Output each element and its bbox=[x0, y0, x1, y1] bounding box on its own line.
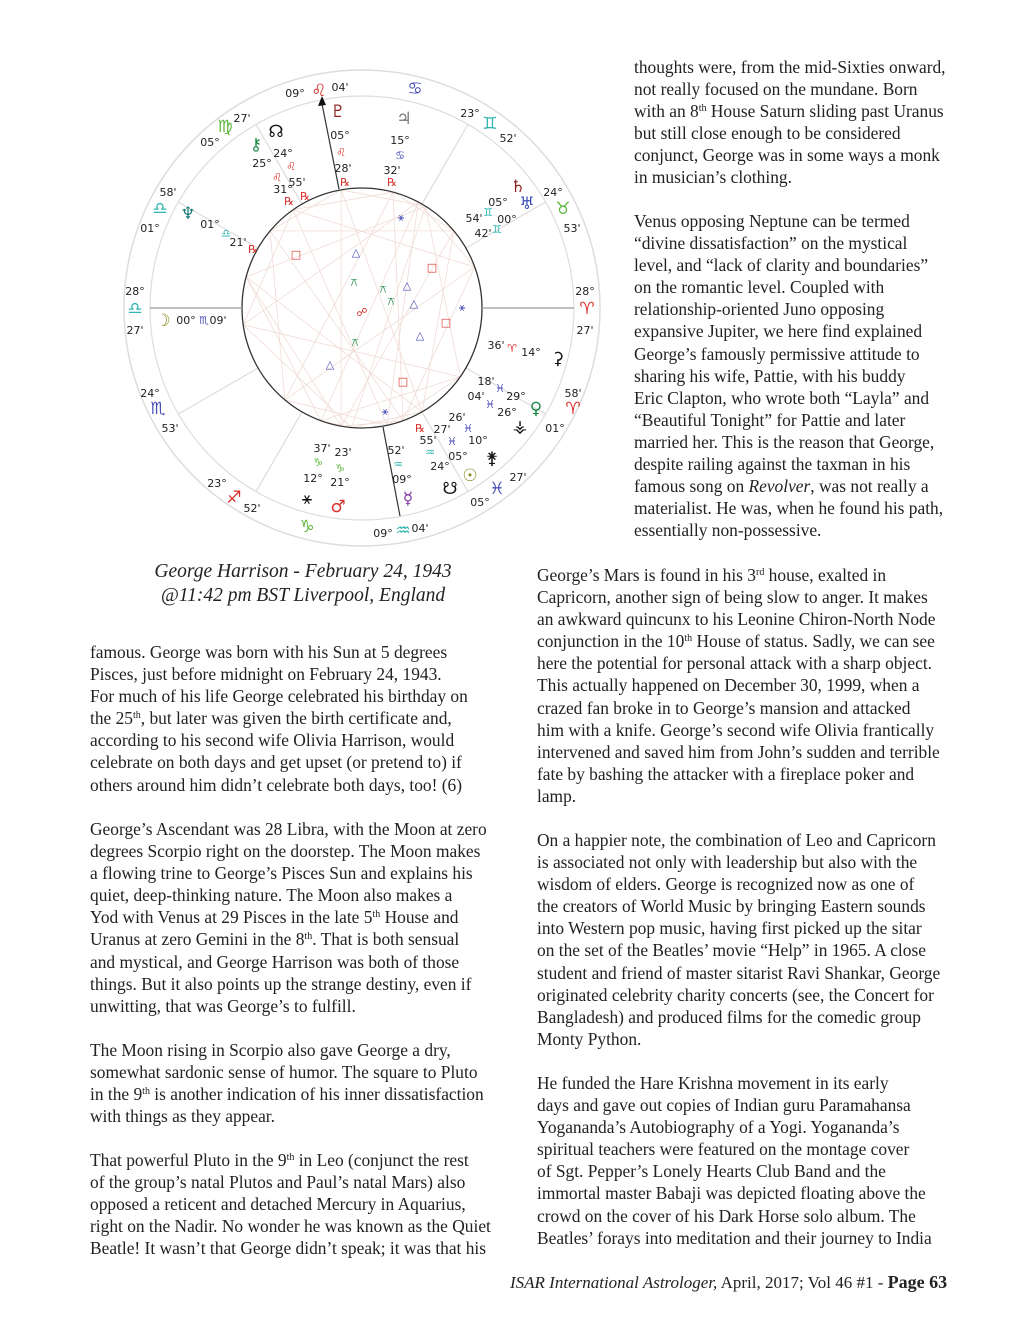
chart-degree-label: 26° bbox=[497, 406, 517, 419]
chart-degree-label: 09° bbox=[373, 527, 393, 540]
text-line: Eric Clapton, who wrote both “Layla” and bbox=[634, 387, 930, 408]
text-line: level, and “lack of clarity and boundaries” bbox=[634, 255, 929, 276]
paragraph bbox=[634, 210, 943, 541]
text-line: unwitting, that was George’s to fulfill. bbox=[90, 995, 356, 1016]
nadir-line bbox=[383, 427, 400, 516]
aspect-line bbox=[246, 277, 341, 426]
chart-sign-icon: ♌ bbox=[272, 171, 282, 184]
chart-degree-label: 05° bbox=[448, 450, 468, 463]
caption-line-2: @11:42 pm BST Liverpool, England bbox=[160, 585, 446, 606]
chart-glyph-icon: ♐ bbox=[226, 488, 242, 508]
aspect-glyph-icon: ⚻ bbox=[350, 276, 358, 289]
chart-degree-label: 27' bbox=[433, 423, 451, 436]
text-run: in Leo (conjunct the rest bbox=[294, 1150, 469, 1170]
text-line: degrees Scorpio right on the doorstep. The Moon makes bbox=[90, 841, 481, 862]
chart-glyph-icon: ♒ bbox=[395, 521, 411, 541]
aspect-glyph-icon: □ bbox=[397, 375, 409, 388]
paragraph bbox=[90, 641, 468, 796]
chart-degree-label: 10° bbox=[468, 434, 488, 447]
aspect-glyph-icon: △ bbox=[325, 358, 335, 371]
chart-degree-label: 29° bbox=[506, 390, 526, 403]
text-line bbox=[634, 100, 944, 122]
chart-sign-icon: ♑ bbox=[313, 456, 323, 469]
chart-glyph-icon: ♅ bbox=[519, 194, 535, 214]
chart-glyph-icon: ♍ bbox=[217, 117, 233, 137]
text-line: The Moon rising in Scorpio also gave George a dry, bbox=[90, 1040, 451, 1060]
text-run: is another indication of his inner dissatisfaction bbox=[149, 1084, 484, 1105]
ordinal-suffix: th bbox=[372, 909, 381, 921]
text-run: Uranus at zero Gemini in the 8 bbox=[90, 929, 305, 950]
chart-caption bbox=[110, 560, 496, 608]
chart-glyph-icon: ☋ bbox=[442, 479, 458, 499]
chart-degree-label: 27' bbox=[576, 324, 594, 337]
text-line: but still close enough to be considered bbox=[634, 123, 901, 144]
chart-sign-icon: ℞ bbox=[284, 195, 294, 208]
chart-degree-label: 26' bbox=[448, 411, 466, 424]
chart-glyph-icon: ☿ bbox=[402, 489, 414, 509]
text-run: with an 8 bbox=[634, 101, 699, 122]
aspect-glyph-icon: □ bbox=[290, 248, 302, 261]
chart-degree-label: 32' bbox=[383, 164, 401, 177]
text-line: This actually happened on December 30, 1999, when a bbox=[537, 675, 920, 696]
chart-glyph-icon: ♀ bbox=[529, 399, 543, 419]
chart-degree-label: 23° bbox=[460, 107, 480, 120]
text-line: Beatles’ forays into meditation and their journey to India bbox=[537, 1227, 932, 1248]
house-cusp-line bbox=[256, 412, 302, 492]
text-line: him with a knife. George’s second wife Olivia frantically bbox=[537, 719, 935, 740]
text-line: a flowing trine to George’s Pisces Sun and explains his bbox=[90, 863, 473, 884]
chart-sign-icon: ♋ bbox=[395, 149, 405, 162]
ordinal-suffix: th bbox=[286, 1152, 295, 1163]
aspect-glyph-icon: □ bbox=[440, 316, 452, 329]
text-line: on the set of the Beatles’ movie “Help” in 1965. A close bbox=[537, 940, 926, 961]
text-line bbox=[537, 564, 886, 586]
paragraph bbox=[537, 1072, 932, 1249]
chart-sign-icon: ♒ bbox=[393, 458, 403, 471]
text-line: student and friend of master sitarist Ravi Shankar, George bbox=[537, 962, 941, 983]
text-line: conjunct, George was in some ways a monk bbox=[634, 145, 940, 166]
text-line: materialist. He was, when he found his path, bbox=[634, 498, 944, 519]
text-line: not really focused on the mundane. Born bbox=[634, 79, 918, 100]
aspect-line bbox=[290, 210, 475, 267]
ordinal-suffix: th bbox=[304, 931, 313, 943]
chart-sign-icon: ♒ bbox=[425, 446, 435, 459]
text-line: intervened and saved him from John’s sudden and terrible bbox=[537, 741, 940, 762]
chart-degree-label: 31° bbox=[273, 183, 293, 196]
chart-glyph-icon: ♃ bbox=[396, 109, 412, 129]
text-line: married her. This is the reason that George, bbox=[634, 431, 935, 452]
text-run: House of status. Sadly, we can see bbox=[692, 631, 935, 652]
chart-degree-label: 21° bbox=[330, 476, 350, 489]
house-cusp-line bbox=[422, 124, 468, 204]
chart-sign-icon: ♑ bbox=[335, 462, 345, 475]
aspect-glyph-icon: □ bbox=[426, 261, 438, 274]
aspect-line bbox=[243, 325, 460, 377]
chart-glyph-icon: ⚹ bbox=[301, 489, 313, 509]
chart-glyph-icon: ♎ bbox=[152, 199, 168, 219]
text-line: crowd on the cover of his Dark Horse solo album. The bbox=[537, 1205, 916, 1226]
aspect-glyph-icon: △ bbox=[409, 297, 419, 310]
chart-degree-label: 21' bbox=[229, 236, 247, 249]
chart-degree-label: 09° bbox=[392, 473, 412, 486]
chart-sign-icon: ♊ bbox=[483, 206, 493, 219]
text-run: famous song on bbox=[634, 476, 749, 497]
text-line: crazed fan broke in to George’s mansion and attacked bbox=[537, 697, 911, 718]
text-line: here the potential for personal attack with a sharp object. bbox=[537, 653, 933, 674]
text-line: fate by bashing the attacker with a fireplace poker and bbox=[537, 763, 915, 784]
text-run: That powerful Pluto in the 9 bbox=[90, 1150, 287, 1170]
chart-degree-label: 52' bbox=[243, 502, 261, 515]
chart-glyph-icon: ♑ bbox=[299, 517, 315, 537]
house-cusp-line bbox=[178, 368, 258, 414]
chart-degree-label: 01° bbox=[200, 218, 220, 231]
chart-degree-label: 53' bbox=[563, 222, 581, 235]
text-run: house, exalted in bbox=[764, 565, 887, 585]
text-line: lamp. bbox=[537, 785, 577, 806]
caption-line-1: George Harrison - February 24, 1943 bbox=[154, 561, 452, 582]
chart-degree-label: 54' bbox=[465, 212, 483, 225]
chart-degree-label: 05° bbox=[330, 129, 350, 142]
chart-glyph-icon: ♊ bbox=[482, 114, 498, 134]
text-line: an awkward quincunx to his Leonine Chiron-North Node bbox=[537, 609, 936, 630]
chart-degree-label: 04' bbox=[331, 81, 349, 94]
chart-glyph-icon: ⚷ bbox=[249, 135, 263, 155]
chart-glyph-icon: ♂ bbox=[330, 497, 346, 517]
chart-sign-icon: ♌ bbox=[286, 160, 296, 173]
chart-glyph-icon: ♏ bbox=[150, 399, 166, 419]
text-line: according to his second wife Olivia Harrison, would bbox=[90, 730, 455, 751]
paragraph bbox=[537, 564, 940, 807]
paragraph bbox=[537, 829, 940, 1050]
text-line: George’s famously permissive attitude to bbox=[634, 343, 920, 364]
text-line: despite railing against the taxman in his bbox=[634, 454, 911, 475]
text-line: expansive Jupiter, we here find explained bbox=[634, 321, 923, 342]
chart-sign-icon: ℞ bbox=[387, 176, 397, 189]
chart-sign-icon: ♊ bbox=[492, 223, 502, 236]
chart-sign-icon: ♓ bbox=[495, 382, 505, 395]
text-line: On a happier note, the combination of Leo and Capricorn bbox=[537, 830, 936, 850]
chart-glyph-icon: ♋ bbox=[407, 79, 423, 99]
text-line bbox=[90, 707, 452, 729]
text-run: George’s Mars is found in his 3 bbox=[537, 565, 756, 585]
text-line: Beatle! It wasn’t that George didn’t speak; it was that his bbox=[90, 1238, 487, 1259]
chart-glyph-icon: ♄ bbox=[510, 177, 526, 197]
chart-glyph-icon: ♎ bbox=[127, 299, 143, 319]
chart-sign-icon: ♓ bbox=[447, 435, 457, 448]
aspect-glyph-icon: △ bbox=[402, 279, 412, 292]
text-line: thoughts were, from the mid-Sixties onward, bbox=[634, 57, 946, 77]
text-line: immortal master Babaji was depicted floating above the bbox=[537, 1183, 926, 1204]
text-run: , was not really a bbox=[810, 476, 929, 497]
text-line: Yogananda’s Autobiography of a Yogi. Yogananda’s bbox=[537, 1117, 900, 1138]
text-line: things. But it also points up the strange destiny, even if bbox=[90, 973, 472, 994]
text-line: of the group’s natal Plutos and Paul’s natal Mars) also bbox=[90, 1172, 466, 1193]
chart-degree-label: 36' bbox=[487, 339, 505, 352]
chart-degree-label: 55' bbox=[288, 176, 306, 189]
text-line bbox=[90, 906, 458, 928]
text-line: on the romantic level. Coupled with bbox=[634, 277, 885, 298]
text-line: of Sgt. Pepper’s Lonely Hearts Club Band and the bbox=[537, 1161, 886, 1182]
chart-sign-icon: ♌ bbox=[336, 146, 346, 159]
chart-degree-label: 28' bbox=[334, 162, 352, 175]
text-line: is associated not only with leadership but also with the bbox=[537, 852, 918, 873]
chart-degree-label: 05° bbox=[200, 136, 220, 149]
text-run: conjunction in the 10 bbox=[537, 631, 685, 652]
chart-degree-label: 52' bbox=[387, 444, 405, 457]
ordinal-suffix: rd bbox=[755, 567, 765, 578]
text-line: famous. George was born with his Sun at 5 degrees bbox=[90, 642, 448, 662]
text-line: into Western pop music, having first picked up the sitar bbox=[537, 918, 922, 939]
chart-sign-icon: ℞ bbox=[300, 190, 310, 203]
chart-glyph-icon: ♈ bbox=[579, 299, 595, 319]
chart-degree-label: 24° bbox=[140, 387, 160, 400]
text-line: essentially non-possessive. bbox=[634, 520, 822, 541]
chart-sign-icon: ♎ bbox=[221, 227, 231, 240]
aspect-glyph-icon: ⚹ bbox=[381, 405, 389, 418]
text-line: George’s Ascendant was 28 Libra, with the Moon at zero bbox=[90, 819, 487, 839]
text-line: Monty Python. bbox=[537, 1028, 642, 1049]
chart-sign-icon: ℞ bbox=[340, 176, 350, 189]
chart-glyph-icon: ♆ bbox=[180, 204, 196, 224]
chart-degree-label: 23° bbox=[207, 477, 227, 490]
text-line: “Beautiful Tonight” for Pattie and later bbox=[634, 409, 906, 430]
ordinal-suffix: th bbox=[698, 103, 707, 115]
chart-degree-label: 25° bbox=[252, 157, 272, 170]
text-line: “divine dissatisfaction” on the mystical bbox=[634, 233, 908, 254]
paragraph bbox=[634, 56, 946, 189]
text-line: relationship-oriented Juno opposing bbox=[634, 299, 885, 320]
chart-glyph-icon: ☽ bbox=[155, 311, 171, 331]
chart-degree-label: 58' bbox=[159, 186, 177, 199]
chart-degree-label: 52' bbox=[499, 132, 517, 145]
chart-degree-label: 15° bbox=[390, 134, 410, 147]
text-line: celebrate on both days and get upset (or pretend to) if bbox=[90, 752, 462, 773]
ordinal-suffix: th bbox=[142, 1086, 150, 1098]
chart-sign-icon: ♏ bbox=[199, 314, 209, 327]
journal-name: ISAR International Astrologer, bbox=[510, 1273, 718, 1292]
text-run: House and bbox=[380, 907, 459, 928]
aspect-line bbox=[341, 190, 425, 206]
chart-degree-label: 55' bbox=[419, 434, 437, 447]
chart-glyph-icon: ☉ bbox=[462, 466, 478, 486]
ordinal-suffix: th bbox=[132, 710, 141, 722]
text-line: originated celebrity charity concerts (see, the Concert for bbox=[537, 984, 934, 1005]
chart-glyph-icon: ♓ bbox=[489, 479, 505, 499]
chart-degree-label: 23' bbox=[334, 446, 352, 459]
chart-degree-label: 28° bbox=[575, 285, 595, 298]
chart-degree-label: 24° bbox=[430, 460, 450, 473]
chart-degree-label: 18' bbox=[477, 375, 495, 388]
text-line: and mystical, and George Harrison was both of those bbox=[90, 951, 460, 972]
text-line bbox=[634, 475, 929, 497]
chart-degree-label: 14° bbox=[521, 346, 541, 359]
text-line bbox=[90, 1149, 469, 1171]
text-run: in the 9 bbox=[90, 1084, 143, 1105]
chart-degree-label: 27' bbox=[509, 471, 527, 484]
text-run: Yod with Venus at 29 Pisces in the late 5 bbox=[90, 907, 373, 928]
chart-degree-label: 05° bbox=[488, 196, 508, 209]
aspect-glyph-icon: ☍ bbox=[356, 306, 368, 319]
text-line: somewhat sardonic sense of humor. The square to Pluto bbox=[90, 1062, 478, 1083]
chart-degree-label: 04' bbox=[411, 522, 429, 535]
chart-degree-label: 53' bbox=[161, 422, 179, 435]
chart-glyph-icon: ♈ bbox=[565, 399, 581, 419]
aspect-glyph-icon: ⚹ bbox=[397, 211, 405, 224]
aspect-glyph-icon: ⚻ bbox=[351, 336, 359, 349]
chart-degree-label: 24° bbox=[273, 147, 293, 160]
paragraph bbox=[90, 1149, 491, 1259]
text-line: others around him didn’t celebrate both days, too! (6) bbox=[90, 774, 463, 795]
chart-degree-label: 09° bbox=[285, 87, 305, 100]
paragraph bbox=[90, 1039, 484, 1127]
text-line: spiritual teachers were featured on the montage cover bbox=[537, 1139, 910, 1160]
text-line bbox=[537, 630, 935, 652]
text-line: Capricorn, another sign of being slow to anger. It makes bbox=[537, 587, 928, 608]
chart-degree-label: 27' bbox=[126, 324, 144, 337]
aspect-line bbox=[290, 210, 387, 426]
text-line: wisdom of elders. George is recognized now as one of bbox=[537, 874, 915, 895]
text-line: He funded the Hare Krishna movement in its early bbox=[537, 1073, 889, 1093]
aspect-glyph-icon: ⚹ bbox=[458, 301, 466, 314]
chart-sign-icon: ℞ bbox=[248, 243, 258, 256]
text-line: Bangladesh) and produced films for the comedic group bbox=[537, 1006, 921, 1027]
aspect-glyph-icon: ⚻ bbox=[379, 283, 387, 296]
page-number: Page 63 bbox=[887, 1272, 948, 1292]
chart-degree-label: 01° bbox=[545, 422, 565, 435]
chart-glyph-icon: ⚳ bbox=[551, 349, 565, 369]
chart-degree-label: 04' bbox=[467, 390, 485, 403]
text-line: For much of his life George celebrated his birthday on bbox=[90, 686, 468, 707]
text-line: right on the Nadir. No wonder he was known as the Quiet bbox=[90, 1216, 491, 1237]
aspect-line bbox=[403, 267, 475, 421]
chart-sign-icon: ♓ bbox=[485, 398, 495, 411]
text-line: days and gave out copies of Indian guru Paramahansa bbox=[537, 1095, 911, 1116]
chart-degree-label: 58' bbox=[564, 387, 582, 400]
aspect-glyph-icon: ⚻ bbox=[387, 295, 395, 308]
chart-degree-label: 28° bbox=[125, 285, 145, 298]
chart-degree-label: 01° bbox=[140, 222, 160, 235]
chart-glyph-icon: ⚵ bbox=[485, 449, 499, 469]
text-line: with things as they appear. bbox=[90, 1106, 275, 1127]
text-run: the 25 bbox=[90, 708, 133, 729]
chart-glyph-icon: ♉ bbox=[555, 199, 571, 219]
chart-degree-label: 12° bbox=[303, 472, 323, 485]
text-line: opposed a reticent and detached Mercury in Aquarius, bbox=[90, 1194, 466, 1215]
chart-sign-icon: ♈ bbox=[507, 342, 517, 355]
chart-degree-label: 37' bbox=[313, 442, 331, 455]
text-line: sharing his wife, Pattie, with his buddy bbox=[634, 365, 906, 386]
issue-info: April, 2017; Vol 46 #1 - bbox=[717, 1273, 888, 1292]
text-line: quiet, deep-thinking nature. The Moon also makes a bbox=[90, 885, 453, 906]
page-footer bbox=[510, 1272, 947, 1293]
chart-degree-label: 09' bbox=[209, 314, 227, 327]
aspect-glyph-icon: △ bbox=[415, 329, 425, 342]
text-line: the creators of World Music by bringing Eastern sounds bbox=[537, 896, 926, 917]
chart-degree-label: 05° bbox=[470, 496, 490, 509]
text-line: Pisces, just before midnight on February 24, 1943. bbox=[90, 664, 442, 685]
chart-degree-label: 00° bbox=[176, 314, 196, 327]
italic-title: Revolver bbox=[748, 476, 811, 497]
text-run: . That is both sensual bbox=[312, 929, 460, 950]
chart-degree-label: 24° bbox=[543, 186, 563, 199]
chart-degree-label: 00° bbox=[497, 213, 517, 226]
chart-degree-label: 42' bbox=[474, 227, 492, 240]
chart-glyph-icon: ☊ bbox=[268, 122, 284, 142]
ordinal-suffix: th bbox=[684, 633, 693, 645]
text-line bbox=[90, 928, 459, 950]
chart-glyph-icon: ♌ bbox=[311, 81, 327, 101]
chart-glyph-icon: ♇ bbox=[330, 102, 346, 122]
text-run: House Saturn sliding past Uranus bbox=[706, 101, 944, 122]
chart-sign-icon: ℞ bbox=[415, 422, 425, 435]
text-line bbox=[90, 1083, 484, 1105]
text-line: Venus opposing Neptune can be termed bbox=[634, 211, 910, 231]
text-run: , but later was given the birth certificate and, bbox=[140, 708, 452, 729]
text-line: in musician’s clothing. bbox=[634, 167, 792, 188]
aspect-line bbox=[270, 231, 285, 400]
chart-glyph-icon: ⚶ bbox=[512, 417, 528, 437]
paragraph bbox=[90, 818, 487, 1017]
chart-sign-icon: ♓ bbox=[463, 422, 473, 435]
chart-degree-label: 27' bbox=[233, 112, 251, 125]
aspect-glyph-icon: △ bbox=[351, 246, 361, 259]
